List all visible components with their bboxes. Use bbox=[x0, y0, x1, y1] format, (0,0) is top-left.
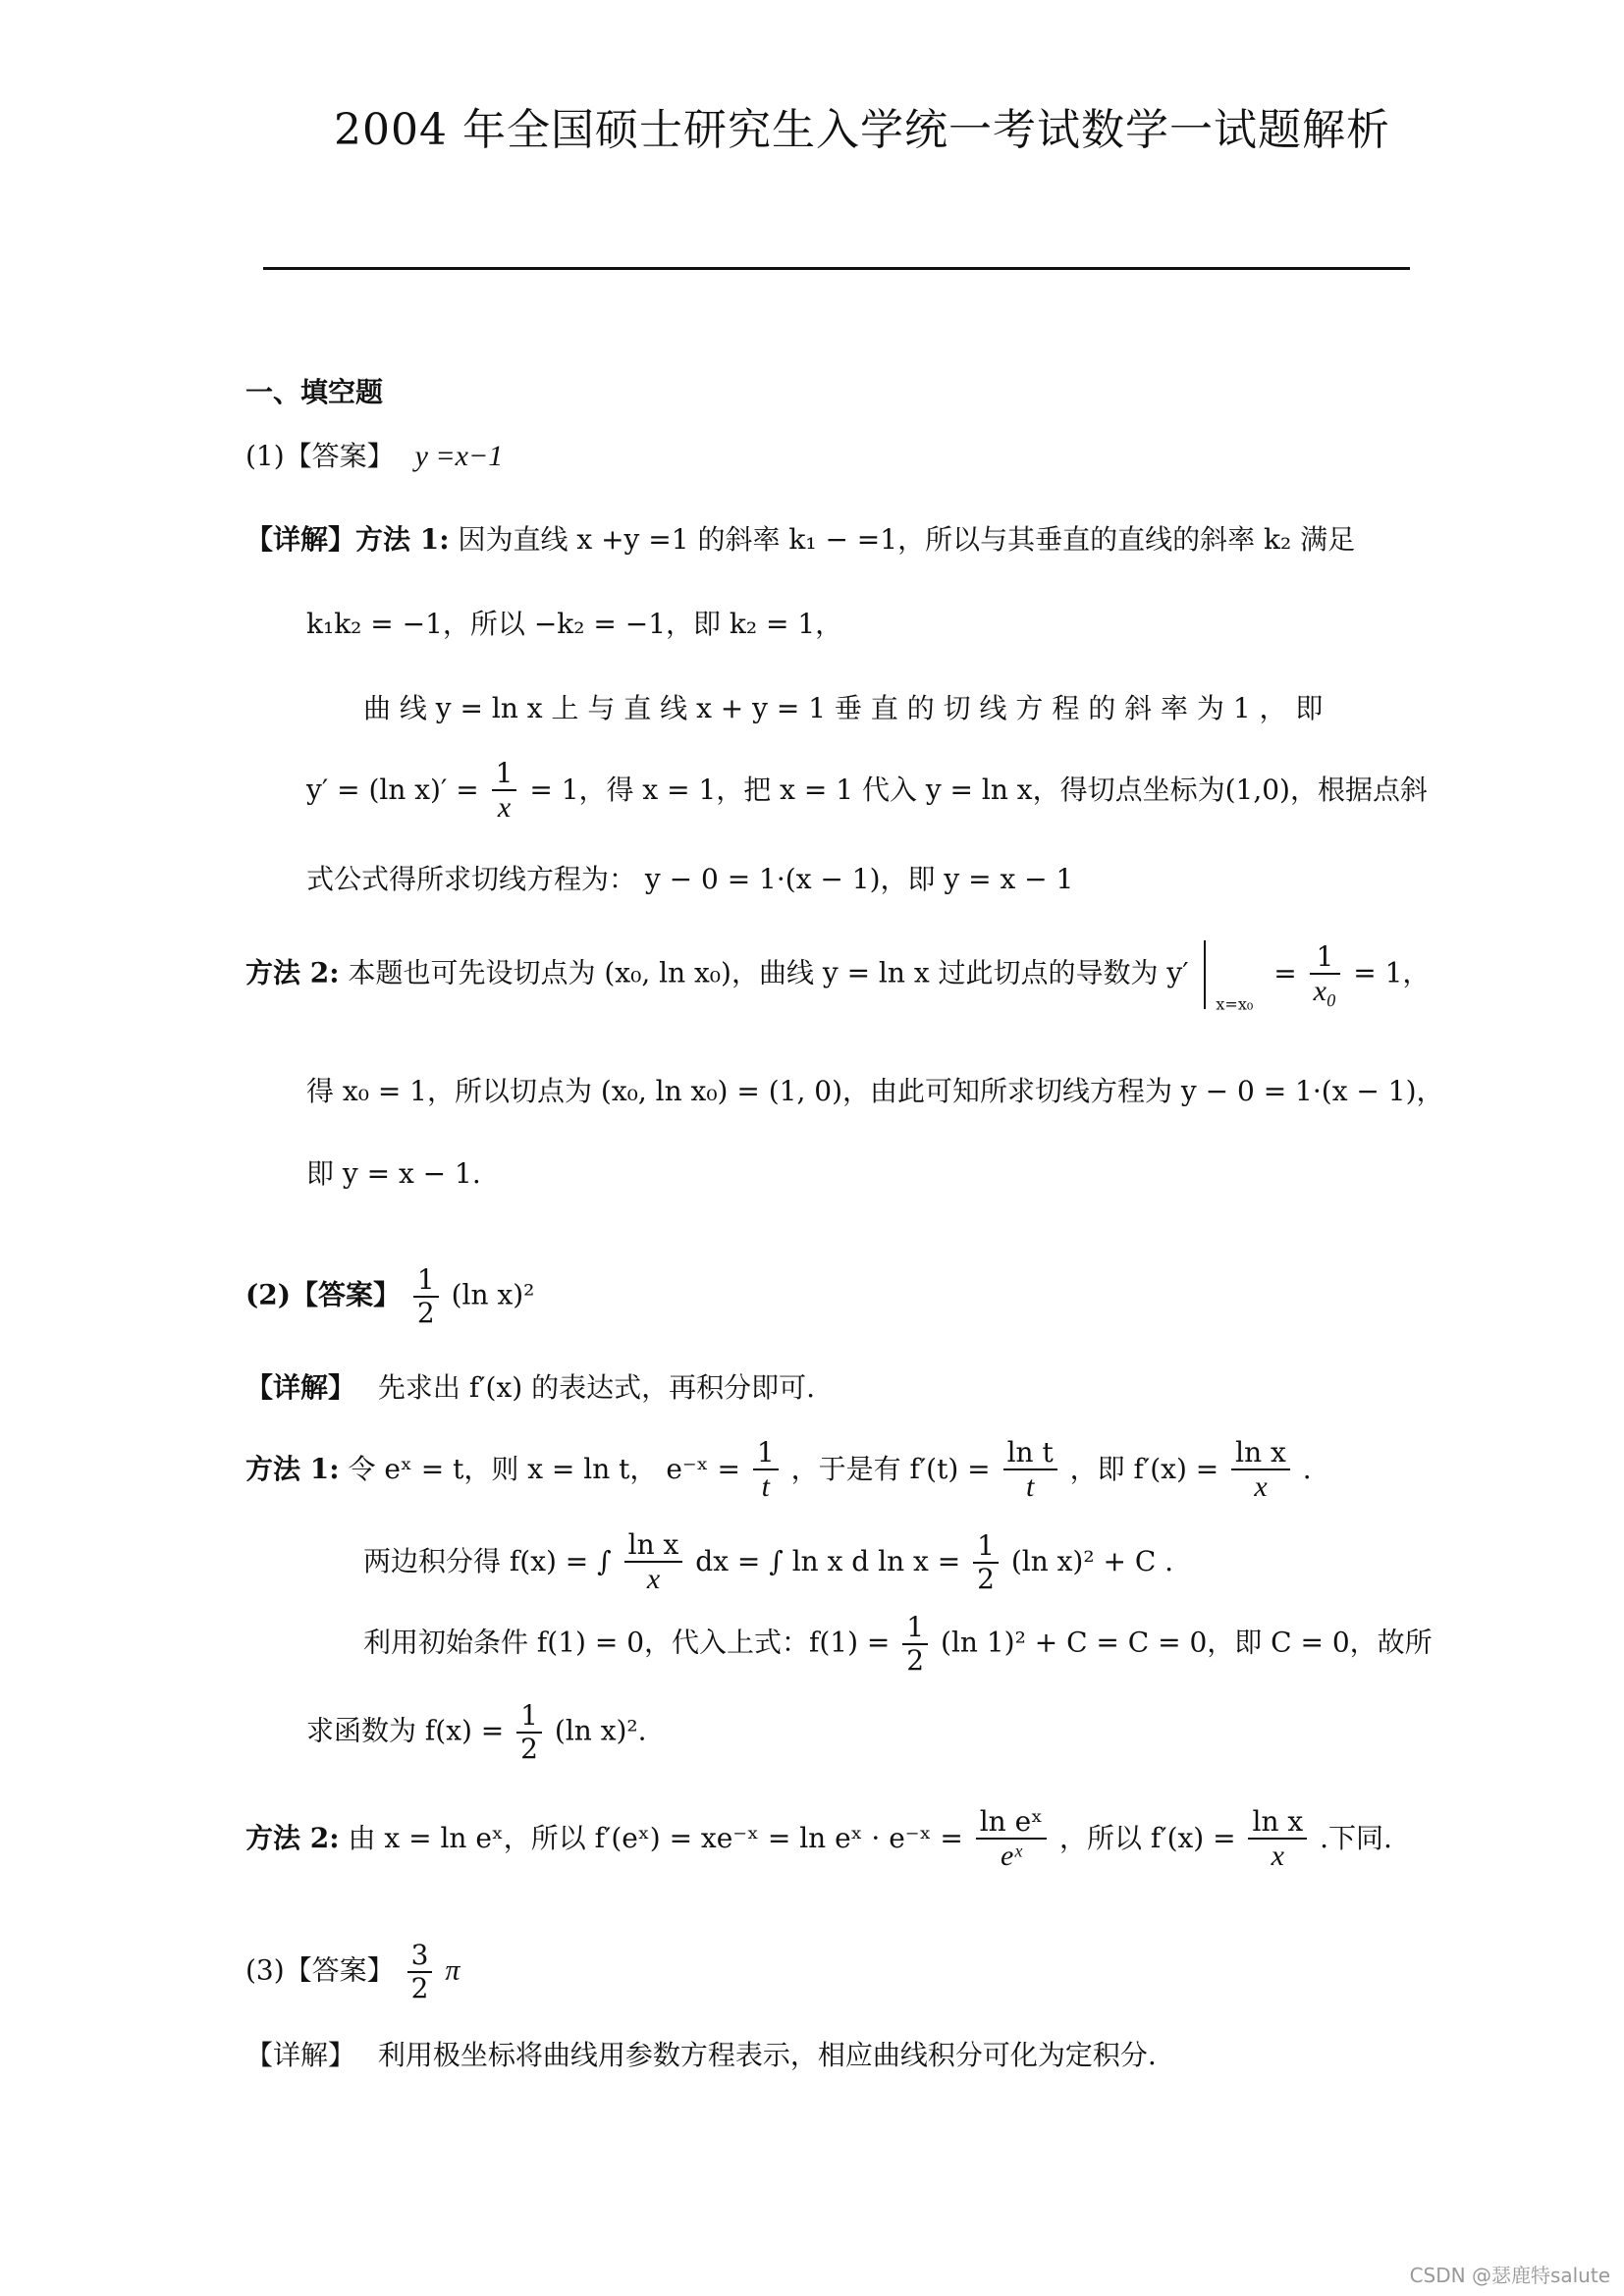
q1-method1-line2: k₁k₂ = −1，所以 −k₂ = −1，即 k₂ = 1， bbox=[306, 608, 843, 640]
page-title: 2004 年全国硕士研究生入学统一考试数学一试题解析 bbox=[334, 105, 1390, 155]
q2-m1-l2a: 两边积分得 f(x) = ∫ bbox=[363, 1544, 612, 1577]
q2-m1-l1b: ，于是有 f′(t) = bbox=[790, 1452, 991, 1485]
q1-m2-eq: = bbox=[1273, 956, 1297, 989]
q1-m1-frac-den: x bbox=[497, 791, 512, 825]
q2-answer-fraction bbox=[413, 1264, 439, 1329]
q3-answer-den: 2 bbox=[410, 1972, 429, 2005]
q2-m1-l4b: (ln x)². bbox=[554, 1714, 647, 1747]
q2-m2-frac2-den: x bbox=[1271, 1840, 1284, 1873]
q2-m1-l2-frac1 bbox=[624, 1529, 683, 1597]
q2-m1-l4-frac-num: 1 bbox=[516, 1700, 542, 1734]
q2-m1-l1d: . bbox=[1302, 1452, 1312, 1485]
q1-method1-line5: 式公式得所求切线方程为： y − 0 = 1·(x − 1)，即 y = x − 1 bbox=[306, 863, 1074, 895]
q3-detail-line bbox=[245, 2039, 1157, 2071]
q1-method1-label: 方法 1: bbox=[355, 523, 450, 556]
q1-method1-line4 bbox=[306, 758, 1428, 826]
q3-answer-line bbox=[245, 1940, 460, 2004]
q1-m1-l4b: = 1，得 x = 1，把 x = 1 代入 y = ln x，得切点坐标为(1,0)，根据点斜 bbox=[529, 773, 1428, 806]
q2-m2-l1c: .下同. bbox=[1320, 1821, 1392, 1854]
q2-m2-frac1 bbox=[976, 1806, 1047, 1874]
q2-m1-frac1 bbox=[753, 1437, 779, 1505]
q1-method1-line1 bbox=[245, 523, 1356, 556]
q2-m1-frac2-den: t bbox=[1025, 1470, 1035, 1504]
q1-answer-label: (1)【答案】 bbox=[245, 440, 395, 472]
q2-method1-line2 bbox=[363, 1529, 1173, 1597]
q3-answer-tail: π bbox=[445, 1953, 460, 1987]
q2-m1-l3b: (ln 1)² + C = C = 0，即 C = 0，故所 bbox=[941, 1626, 1433, 1659]
q3-answer-num: 3 bbox=[407, 1940, 433, 1973]
q2-method1-line4 bbox=[306, 1700, 647, 1765]
q2-m1-frac2-num: ln t bbox=[1003, 1437, 1057, 1470]
q2-m2-frac2 bbox=[1248, 1806, 1307, 1874]
q2-answer-line bbox=[245, 1264, 534, 1329]
section-heading: 一、填空题 bbox=[245, 376, 384, 408]
q3-detail-text: 利用极坐标将曲线用参数方程表示，相应曲线积分可化为定积分. bbox=[377, 2039, 1157, 2071]
q2-m1-l3a: 利用初始条件 f(1) = 0，代入上式：f(1) = bbox=[363, 1626, 891, 1659]
q2-detail-text: 先求出 f′(x) 的表达式，再积分即可. bbox=[377, 1371, 815, 1404]
q2-m1-l2c: (ln x)² + C . bbox=[1010, 1544, 1174, 1577]
q2-m1-frac3-den: x bbox=[1254, 1470, 1268, 1504]
q1-detail-label: 【详解】 bbox=[245, 523, 356, 556]
q1-m2-eval-bar bbox=[1204, 940, 1206, 1009]
q2-m1-frac1-den: t bbox=[761, 1470, 770, 1504]
q2-m1-l3-frac-den: 2 bbox=[906, 1644, 925, 1678]
q2-m1-frac2 bbox=[1003, 1437, 1057, 1505]
q2-method2-label: 方法 2: bbox=[245, 1821, 340, 1854]
q1-answer: y =x−1 bbox=[414, 440, 504, 472]
q2-m1-l2-frac1-den: x bbox=[646, 1563, 661, 1596]
q1-method2-line3: 即 y = x − 1. bbox=[306, 1157, 481, 1190]
q1-m1-text: 因为直线 x +y =1 的斜率 k₁ − =1，所以与其垂直的直线的斜率 k₂ 满足 bbox=[458, 523, 1356, 556]
q2-method1-label: 方法 1: bbox=[245, 1452, 340, 1485]
q1-m2-frac-den: x₀ bbox=[1313, 974, 1337, 1007]
q2-detail-label: 【详解】 bbox=[245, 1371, 356, 1404]
q2-m1-frac1-num: 1 bbox=[753, 1437, 779, 1470]
q1-m2-l1a: 本题也可先设切点为 (x₀, ln x₀)，曲线 y = ln x 过此切点的导数为 y′ bbox=[348, 956, 1189, 989]
q1-answer-line bbox=[245, 442, 503, 471]
q2-m2-l1b: ，所以 f′(x) = bbox=[1058, 1821, 1236, 1854]
q1-method2-label: 方法 2: bbox=[245, 956, 340, 989]
q2-m1-frac3-num: ln x bbox=[1231, 1437, 1290, 1470]
q1-m1-frac-num: 1 bbox=[492, 758, 517, 791]
q2-m1-l2b: dx = ∫ ln x d ln x = bbox=[695, 1544, 961, 1577]
q1-m2-eval-sub: x=x₀ bbox=[1216, 994, 1254, 1014]
q2-detail-line bbox=[245, 1371, 815, 1404]
q2-m1-l4a: 求函数为 f(x) = bbox=[306, 1714, 505, 1747]
q2-m1-l2-frac2-num: 1 bbox=[973, 1530, 999, 1564]
q3-answer-label: (3)【答案】 bbox=[245, 1953, 395, 1987]
q2-m2-l1a: 由 x = ln eˣ，所以 f′(eˣ) = xe⁻ˣ = ln eˣ · e⁻ˣ = bbox=[348, 1821, 963, 1854]
q1-method2-line2: 得 x₀ = 1，所以切点为 (x₀, ln x₀) = (1, 0)，由此可知所求切线方程为 y − 0 = 1·(x − 1)， bbox=[306, 1075, 1444, 1107]
q2-m2-frac1-num: ln eˣ bbox=[976, 1806, 1047, 1840]
q3-answer-fraction bbox=[407, 1940, 433, 2004]
q2-m2-frac1-den: eˣ bbox=[1000, 1840, 1022, 1873]
q2-m1-l2-frac2-den: 2 bbox=[977, 1563, 995, 1596]
q2-m2-frac2-num: ln x bbox=[1248, 1806, 1307, 1840]
q2-m1-l4-frac-den: 2 bbox=[520, 1733, 538, 1766]
q1-m2-frac-num: 1 bbox=[1310, 941, 1341, 975]
q1-m2-fraction bbox=[1310, 941, 1341, 1009]
q2-m1-l3-frac bbox=[902, 1612, 928, 1677]
q1-method1-line3: 曲 线 y = ln x 上 与 直 线 x + y = 1 垂 直 的 切 线 方 程 的 斜 率 为 1 ， 即 bbox=[363, 692, 1324, 724]
q2-m1-l1a: 令 eˣ = t，则 x = ln t， e⁻ˣ = bbox=[348, 1452, 740, 1485]
q2-method1-line1 bbox=[245, 1437, 1312, 1505]
q2-answer-tail: (ln x)² bbox=[451, 1278, 535, 1311]
q2-m1-l3-frac-num: 1 bbox=[902, 1612, 928, 1645]
q2-method1-line3 bbox=[363, 1612, 1433, 1677]
q2-answer-den: 2 bbox=[416, 1297, 435, 1330]
q2-m1-l2-frac1-num: ln x bbox=[624, 1529, 683, 1563]
q1-m2-l1b: = 1， bbox=[1353, 956, 1431, 989]
q2-answer-num: 1 bbox=[413, 1264, 439, 1298]
q2-method2-line1 bbox=[245, 1806, 1392, 1874]
csdn-watermark: CSDN @瑟鹿特salute bbox=[1409, 2264, 1610, 2287]
q2-m1-l2-frac2 bbox=[973, 1530, 999, 1595]
q2-m1-l4-frac bbox=[516, 1700, 542, 1765]
q1-method2-line1 bbox=[245, 940, 1430, 1013]
q2-m1-l1c: ，即 f′(x) = bbox=[1069, 1452, 1219, 1485]
q2-answer-label: (2)【答案】 bbox=[245, 1278, 401, 1311]
q2-m1-frac3 bbox=[1231, 1437, 1290, 1505]
q1-m1-fraction bbox=[492, 758, 517, 826]
q3-detail-label: 【详解】 bbox=[245, 2039, 356, 2071]
q1-m1-l4a: y′ = (ln x)′ = bbox=[306, 773, 479, 806]
title-rule bbox=[263, 267, 1410, 270]
